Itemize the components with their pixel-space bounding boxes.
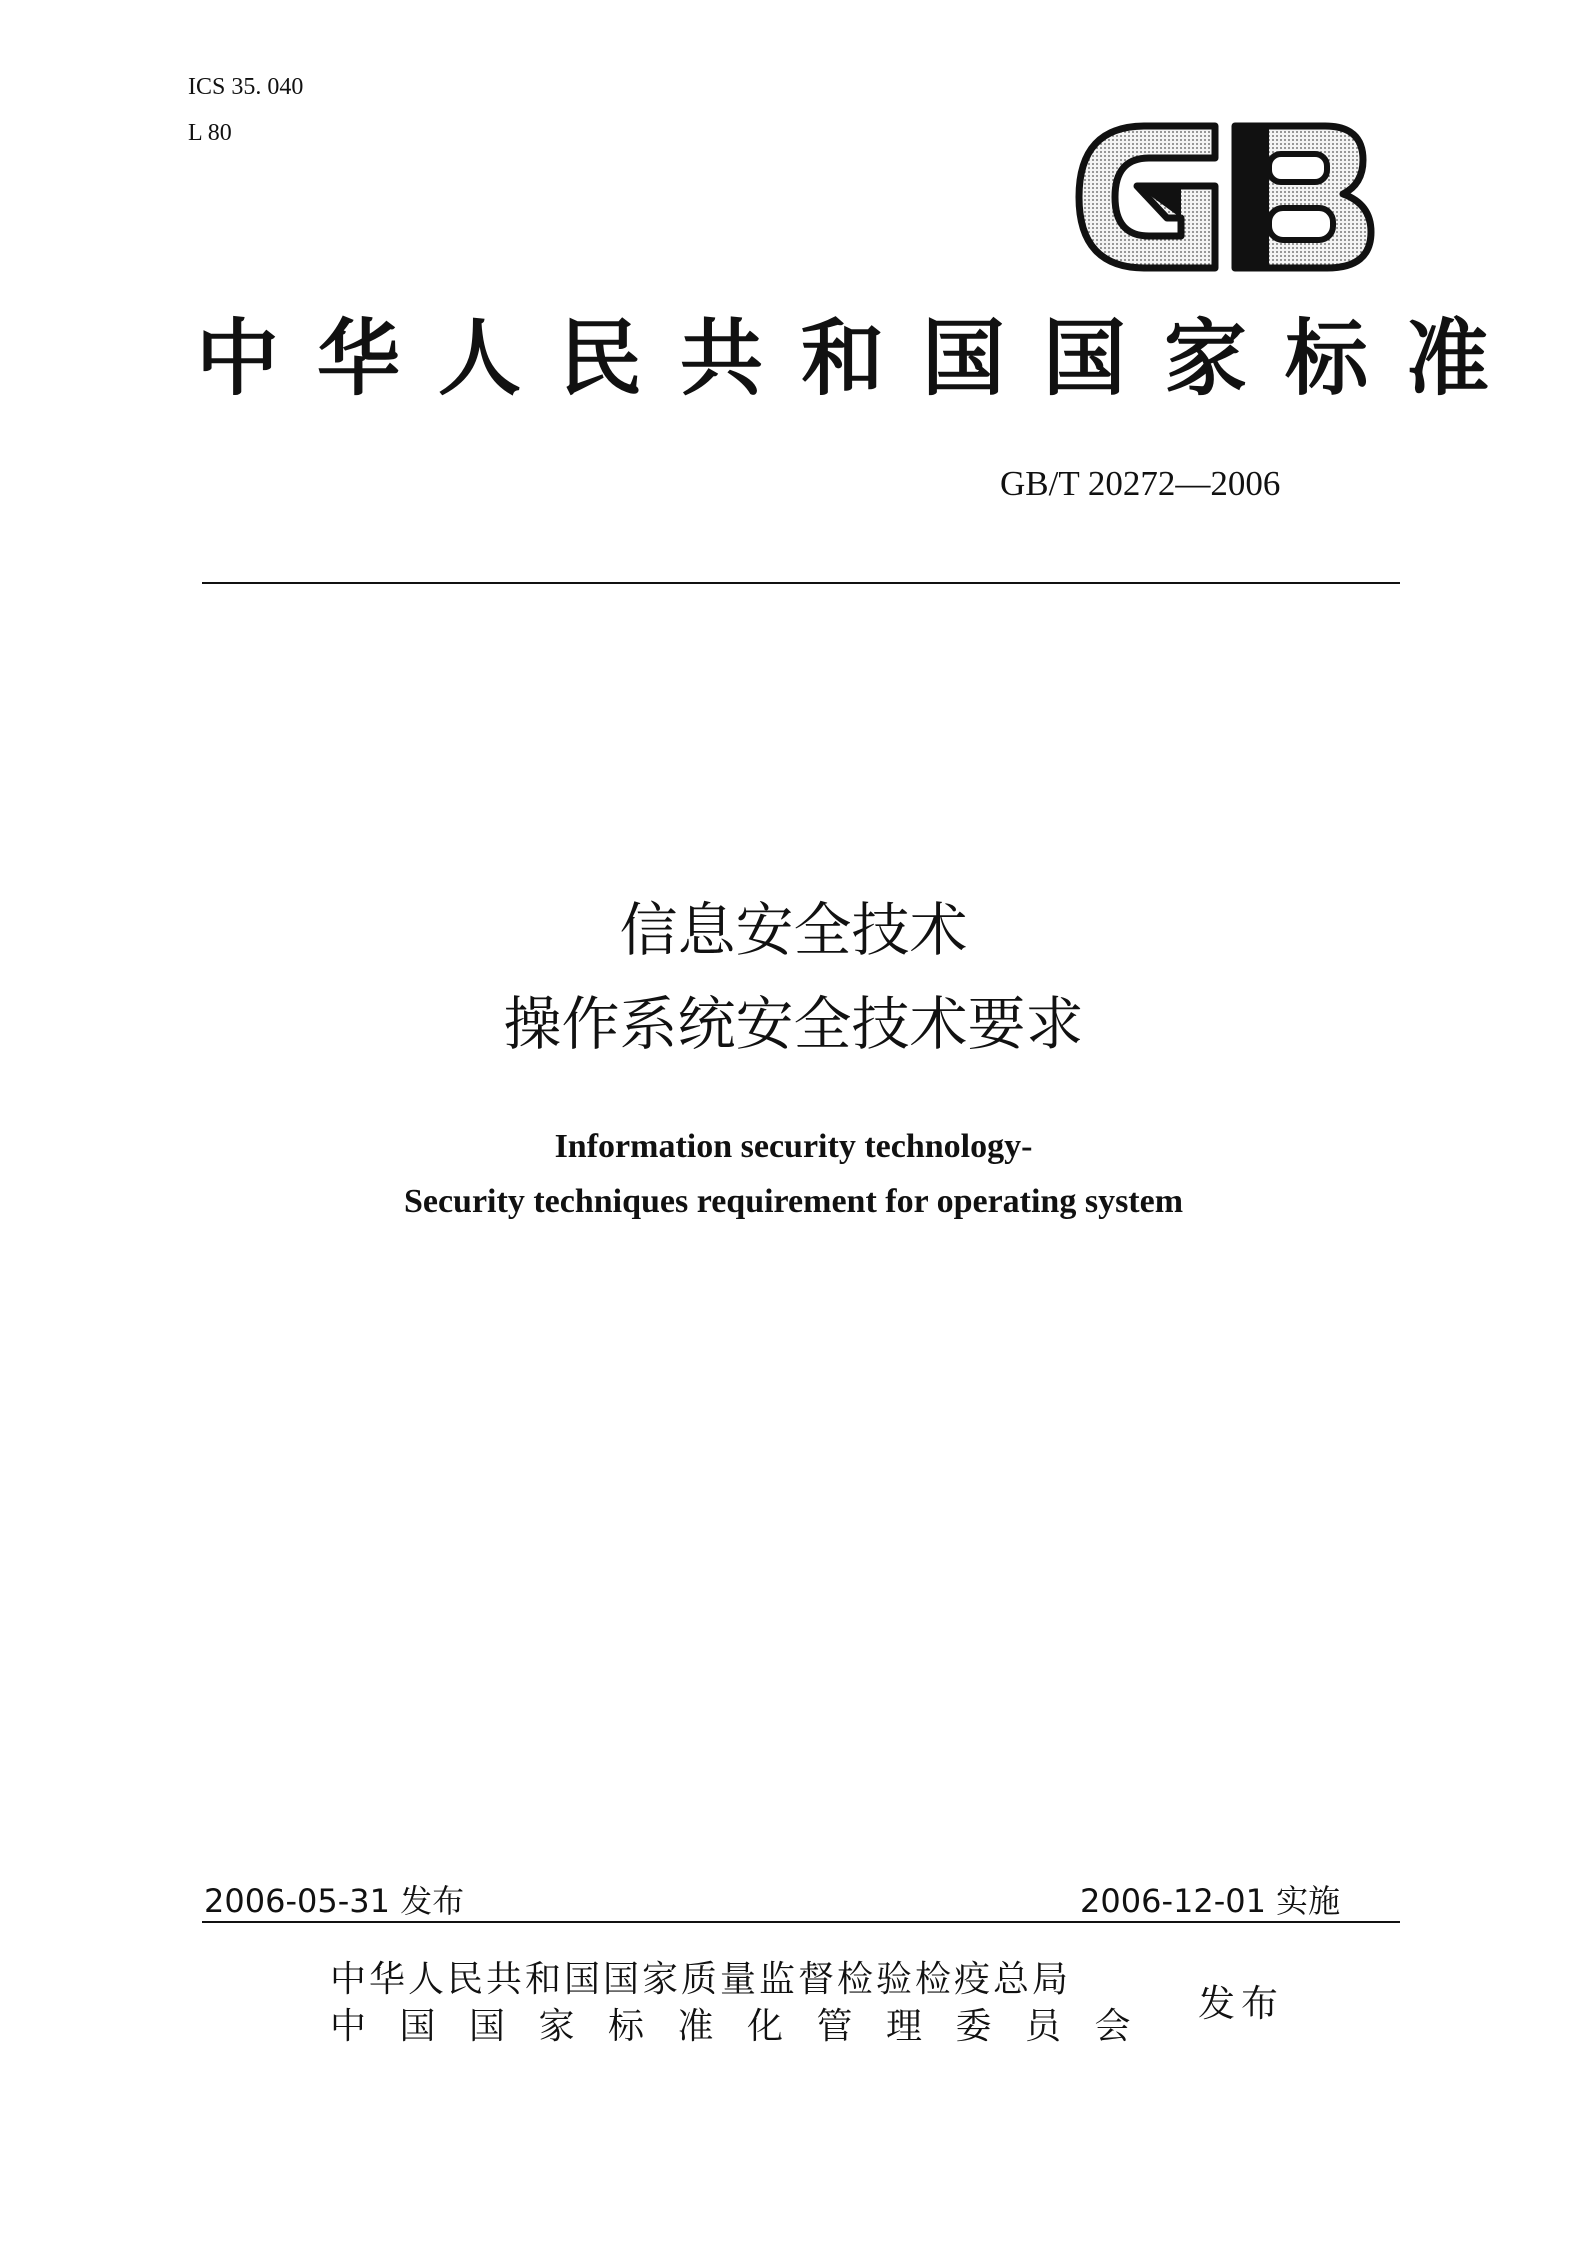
english-title-line-1: Information security technology- [554,1128,1033,1165]
standard-number: GB/T 20272—2006 [1000,464,1281,503]
chinese-title-line-1: 信息安全技术 [619,896,968,964]
chinese-title-line-2: 操作系统安全技术要求 [503,990,1084,1058]
gb-logo [1075,118,1375,276]
issued-label: 发布 [1198,1982,1284,2025]
footer-divider [202,1921,1400,1923]
issuer-aqsiq: 中华人民共和国国家质量监督检验检疫总局 [330,1959,1072,2000]
english-title-line-2: Security techniques requirement for operating system [403,1183,1184,1220]
ccs-code: L 80 [188,120,232,146]
standard-type-heading: 中华人民共和国国家标准 [196,313,1527,405]
issue-date: 2006-05-31 发布 [204,1882,465,1920]
header-divider [202,582,1400,584]
issuer-sac: 中国国家标准化管理委员会 [330,2006,1165,2047]
implementation-date: 2006-12-01 实施 [1080,1882,1341,1920]
ics-code: ICS 35. 040 [188,74,304,100]
